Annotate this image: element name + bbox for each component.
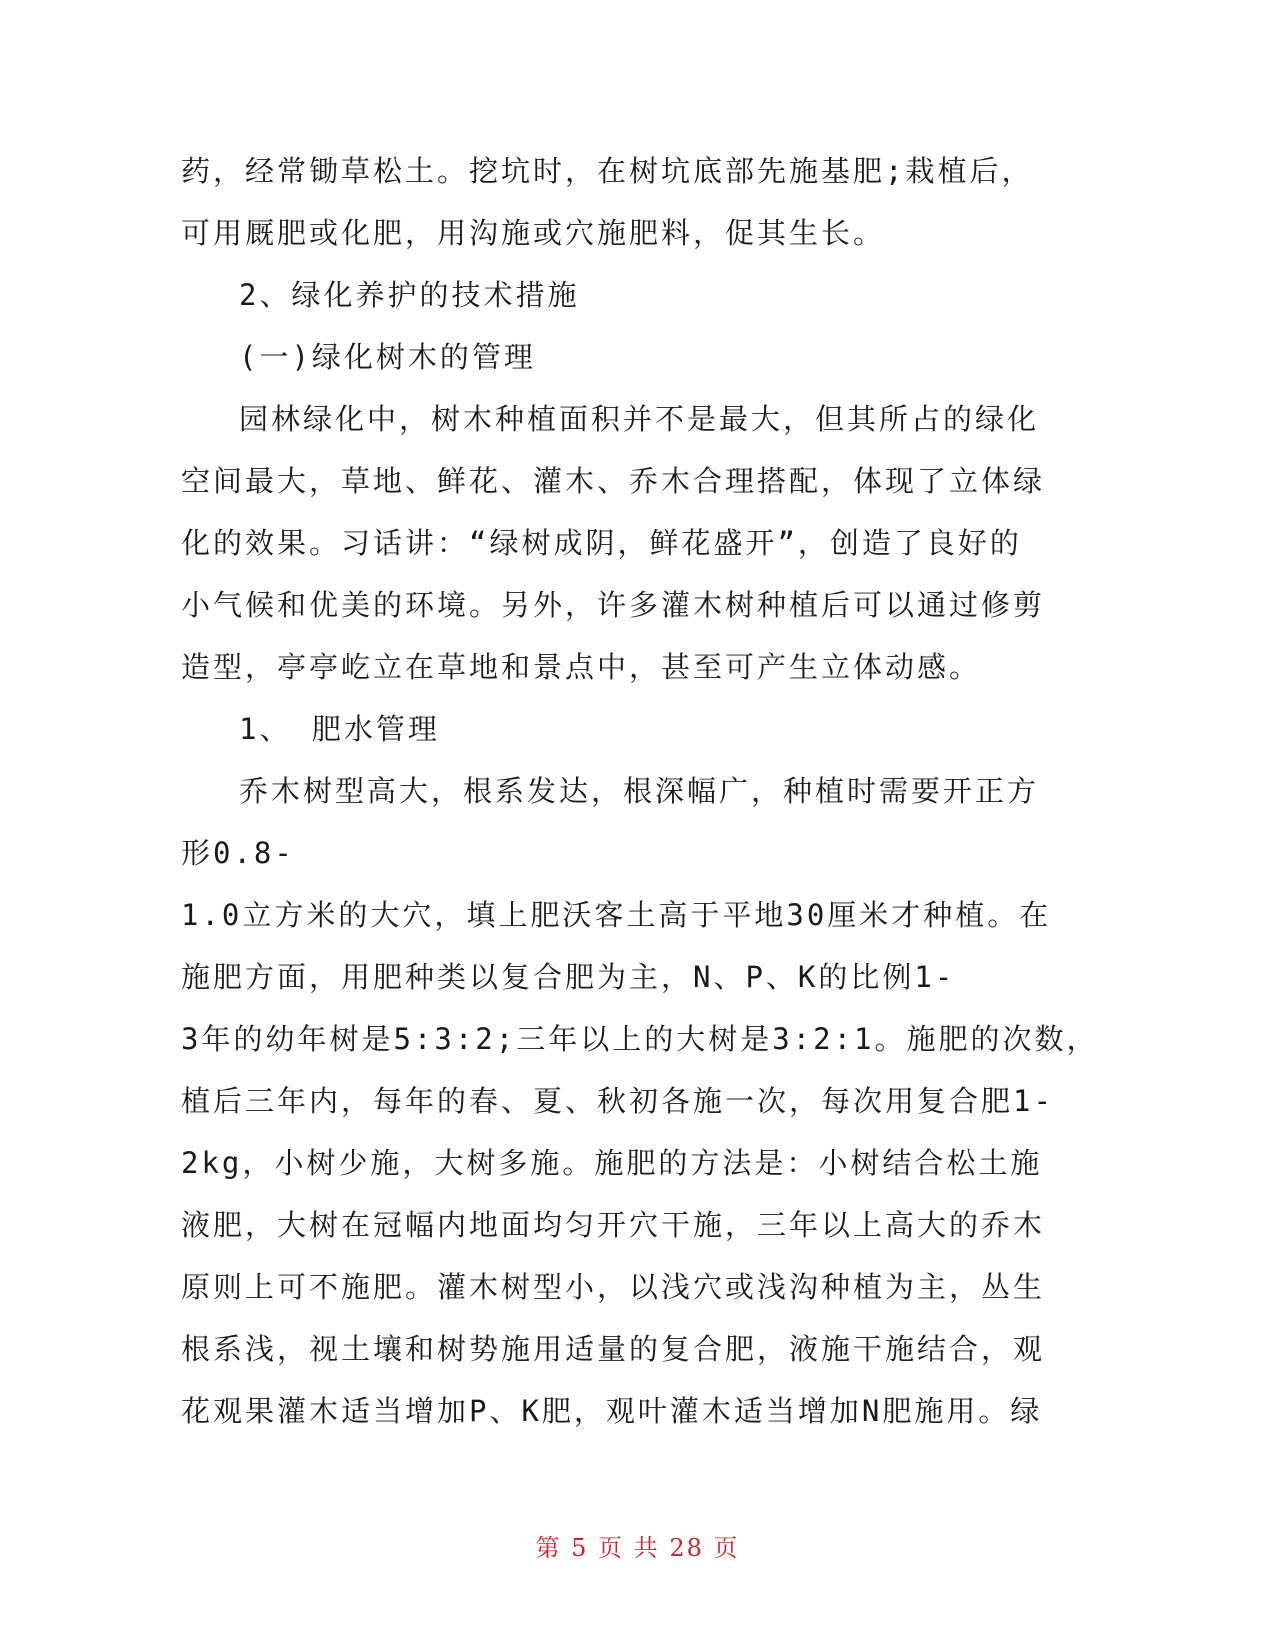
text-line: 花观果灌木适当增加P、K肥，观叶灌木适当增加N肥施用。绿 <box>181 1394 1043 1428</box>
text-line: 2kg，小树少施，大树多施。施肥的方法是：小树结合松土施 <box>181 1146 1043 1180</box>
text-line: 造型，亭亭屹立在草地和景点中，甚至可产生立体动感。 <box>181 650 982 684</box>
text-line: 液肥，大树在冠幅内地面均匀开穴干施，三年以上高大的乔木 <box>181 1208 1046 1242</box>
text-line: 乔木树型高大，根系发达，根深幅广，种植时需要开正方 <box>239 774 1040 808</box>
text-line: 3年的幼年树是5:3:2;三年以上的大树是3:2:1。施肥的次数， <box>181 1022 1099 1056</box>
page-footer <box>0 1528 1275 1563</box>
footer-middle: 页 共 <box>598 1534 660 1562</box>
text-line: 空间最大，草地、鲜花、灌木、乔木合理搭配，体现了立体绿 <box>181 464 1046 498</box>
text-line: 1.0立方米的大穴，填上肥沃客土高于平地30厘米才种植。在 <box>181 898 1052 932</box>
text-line: 根系浅，视土壤和树势施用适量的复合肥，液施干施结合，观 <box>181 1332 1046 1366</box>
subsection-heading: (一)绿化树木的管理 <box>239 340 536 374</box>
text-line: 形0.8- <box>181 836 295 870</box>
text-line: 药，经常锄草松土。挖坑时，在树坑底部先施基肥;栽植后， <box>181 154 1034 188</box>
text-line: 植后三年内，每年的春、夏、秋初各施一次，每次用复合肥1- <box>181 1084 1054 1118</box>
footer-current-page: 5 <box>571 1534 589 1562</box>
body-text <box>181 140 1099 1442</box>
text-line: 化的效果。习话讲：“绿树成阴，鲜花盛开”，创造了良好的 <box>181 526 1022 560</box>
text-line: 可用厩肥或化肥，用沟施或穴施肥料，促其生长。 <box>181 216 886 250</box>
item-heading: 1、 肥水管理 <box>239 712 440 746</box>
text-line: 原则上可不施肥。灌木树型小，以浅穴或浅沟种植为主，丛生 <box>181 1270 1046 1304</box>
footer-suffix: 页 <box>713 1534 740 1562</box>
text-line: 施肥方面，用肥种类以复合肥为主，N、P、K的比例1- <box>181 960 956 994</box>
footer-prefix: 第 <box>535 1534 562 1562</box>
text-line: 小气候和优美的环境。另外，许多灌木树种植后可以通过修剪 <box>181 588 1046 622</box>
section-heading: 2、绿化养护的技术措施 <box>239 278 580 312</box>
footer-total-pages: 28 <box>669 1534 704 1562</box>
text-line: 园林绿化中，树木种植面积并不是最大，但其所占的绿化 <box>239 402 1040 436</box>
